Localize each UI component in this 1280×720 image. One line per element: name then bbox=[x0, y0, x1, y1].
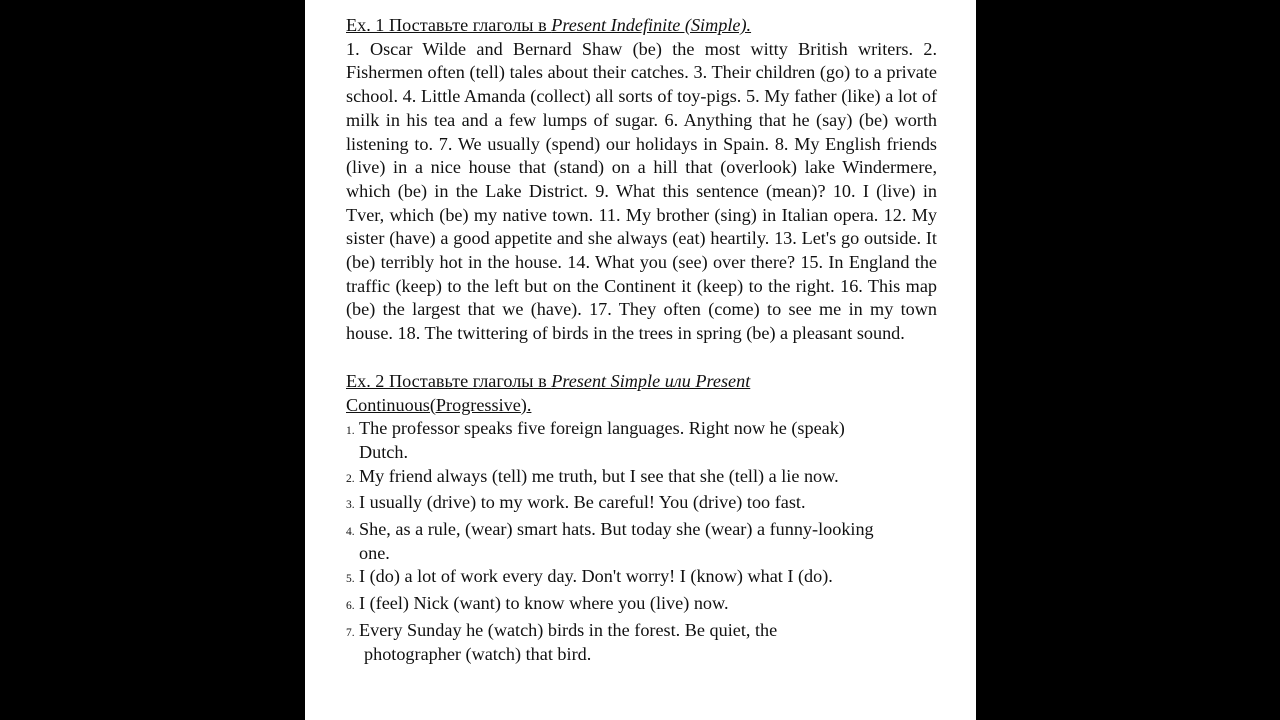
list-item-number: 6. bbox=[346, 600, 355, 613]
ex2-heading-prefix: Ex. 2 Поставьте глаголы в bbox=[346, 370, 552, 391]
list-item-text bbox=[359, 518, 937, 565]
ex2-heading-term1: Present Simple или Present bbox=[551, 370, 751, 391]
list-item-number: 3. bbox=[346, 499, 355, 512]
list-item-text: I (do) a lot of work every day. Don't worry! I (know) what I (do). bbox=[359, 566, 833, 587]
ex2-list bbox=[346, 417, 937, 666]
list-item bbox=[346, 465, 937, 492]
ex1-body: 1. Oscar Wilde and Bernard Shaw (be) the most witty British writers. 2. Fishermen often (tell) tales about their catches. 3. Their children (go) to a private school. 4. Little Amanda (collect) all sorts of toy-pigs. 5. My father (like) a lot of milk in his tea and a few lumps of sugar. 6. Anything that he (say) (be) worth listening to. 7. We usually (spend) our holidays in Spain. 8. My English friends (live) in a nice house that (stand) on a hill that (overlook) lake Windermere, which (be) in the Lake District. 9. What this sentence (mean)? 10. I (live) in Tver, which (be) my native town. 11. My brother (sing) in Italian opera. 12. My sister (have) a good appetite and she always (eat) heartily. 13. Let's go outside. It (be) terribly hot in the house. 14. What you (see) over there? 15. In England the traffic (keep) to the left but on the Continent it (keep) to the right. 16. This map (be) the largest that we (have). 17. They often (come) to see me in my town house. 18. The twittering of birds in the trees in spring (be) a pleasant sound. bbox=[346, 38, 937, 344]
section-gap bbox=[346, 346, 937, 370]
list-item-line: The professor speaks five foreign languages. Right now he (speak) bbox=[359, 418, 845, 439]
ex1-heading bbox=[346, 14, 937, 38]
ex1-heading-prefix: Ex. 1 Поставьте глаголы в bbox=[346, 15, 552, 35]
list-item-number: 5. bbox=[346, 573, 355, 586]
list-item bbox=[346, 619, 937, 666]
ex2-heading-line1 bbox=[346, 370, 937, 394]
list-item-line: photographer (watch) that bird. bbox=[364, 643, 592, 664]
list-item-line: Dutch. bbox=[359, 441, 408, 462]
document-page bbox=[305, 0, 976, 720]
list-item-line: She, as a rule, (wear) smart hats. But today she (wear) a funny-looking bbox=[359, 519, 874, 540]
list-item-number: 4. bbox=[346, 526, 355, 539]
list-item-line: Every Sunday he (watch) birds in the forest. Be quiet, the bbox=[359, 619, 778, 640]
list-item bbox=[346, 592, 937, 619]
list-item bbox=[346, 565, 937, 592]
list-item-text: My friend always (tell) me truth, but I see that she (tell) a lie now. bbox=[359, 465, 839, 486]
list-item-text bbox=[359, 619, 937, 666]
list-item bbox=[346, 417, 937, 464]
list-item-number: 2. bbox=[346, 472, 355, 485]
ex2-heading-line2: Continuous(Progressive). bbox=[346, 394, 532, 415]
list-item bbox=[346, 518, 937, 565]
list-item-line: one. bbox=[359, 542, 390, 563]
ex1-heading-term: Present Indefinite (Simple). bbox=[551, 15, 752, 35]
list-item-number: 7. bbox=[346, 626, 355, 639]
list-item-text: I (feel) Nick (want) to know where you (live) now. bbox=[359, 593, 729, 614]
list-item-text: I usually (drive) to my work. Be careful! You (drive) too fast. bbox=[359, 492, 806, 513]
document-content bbox=[346, 14, 937, 666]
list-item-text bbox=[359, 417, 937, 464]
list-item bbox=[346, 491, 937, 518]
list-item-number: 1. bbox=[346, 425, 355, 438]
